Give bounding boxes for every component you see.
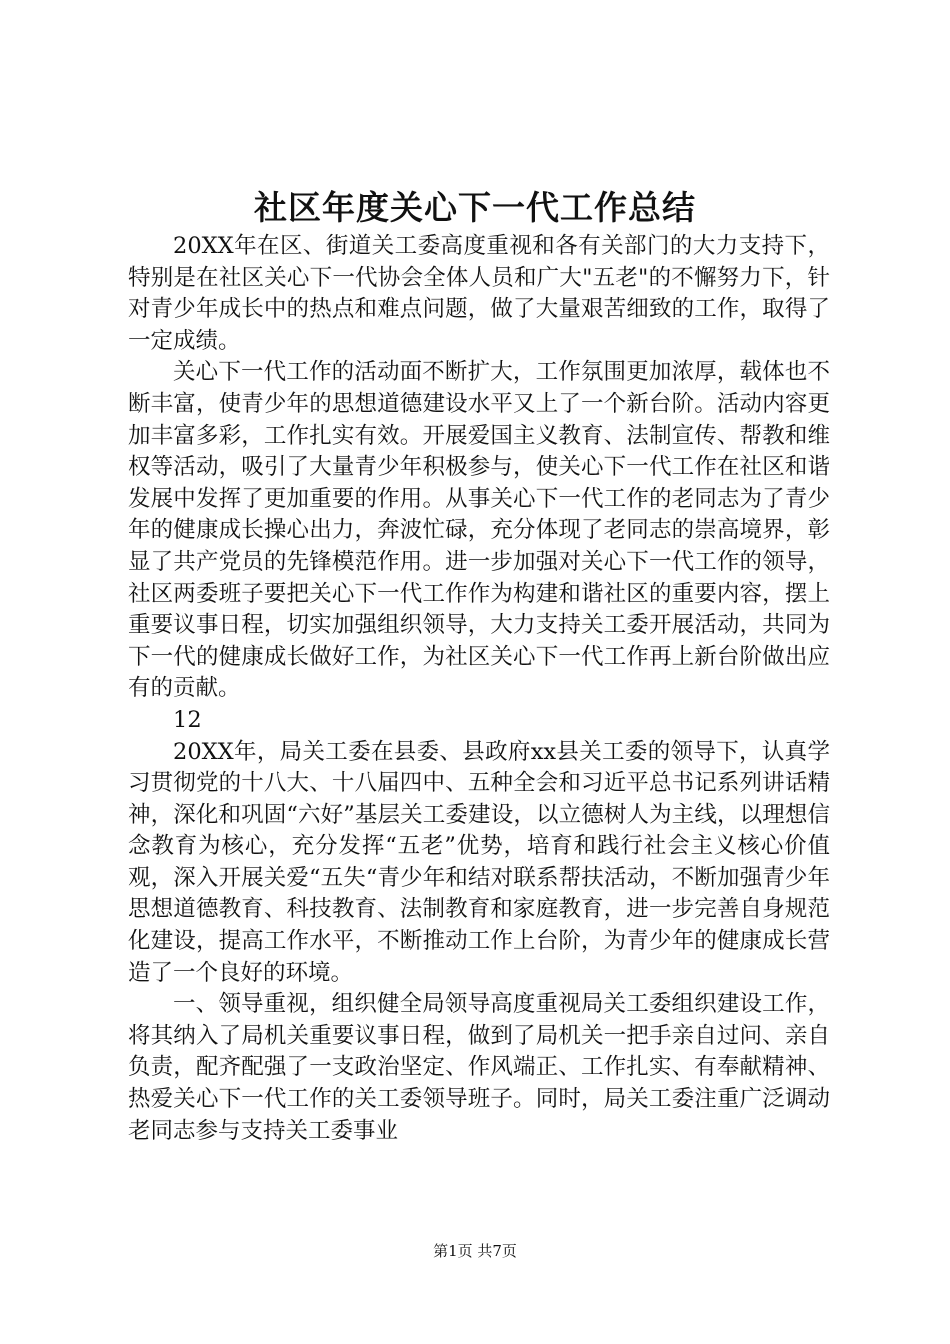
document-body	[128, 231, 830, 1147]
paragraph-1: 20XX年在区、街道关工委高度重视和各有关部门的大力支持下，特别是在社区关心下一代协会全体人员和广大"五老"的不懈努力下，针对青少年成长中的热点和难点问题，做了大量艰苦细致的工作，取得了一定成绩。	[128, 233, 830, 354]
paragraph-4: 20XX年，局关工委在县委、县政府xx县关工委的领导下，认真学习贯彻党的十八大、十八届四中、五种全会和习近平总书记系列讲话精神，深化和巩固“六好”基层关工委建设，以立德树人为主线，以理想信念教育为核心，充分发挥“五老”优势，培育和践行社会主义核心价值观，深入开展关爱“五失“青少年和结对联系帮扶活动，不断加强青少年思想道德教育、科技教育、法制教育和家庭教育，进一步完善自身规范化建设，提高工作水平，不断推动工作上台阶，为青少年的健康成长营造了一个良好的环境。	[128, 738, 830, 986]
document-title: 社区年度关心下一代工作总结	[254, 188, 696, 227]
paragraph-2: 关心下一代工作的活动面不断扩大，工作氛围更加浓厚，载体也不断丰富，使青少年的思想道德建设水平又上了一个新台阶。活动内容更加丰富多彩，工作扎实有效。开展爱国主义教育、法制宣传、帮教和维权等活动，吸引了大量青少年积极参与，使关心下一代工作在社区和谐发展中发挥了更加重要的作用。从事关心下一代工作的老同志为了青少年的健康成长操心出力，奔波忙碌，充分体现了老同志的崇高境界，彰显了共产党员的先锋模范作用。进一步加强对关心下一代工作的领导，社区两委班子要把关心下一代工作作为构建和谐社区的重要内容，摆上重要议事日程，切实加强组织领导，大力支持关工委开展活动，共同为下一代的健康成长做好工作，为社区关心下一代工作再上新台阶做出应有的贡献。	[128, 359, 830, 702]
paragraph-3: 12	[173, 706, 202, 733]
page-footer: 第1页 共7页	[433, 1242, 517, 1260]
paragraph-5: 一、领导重视，组织健全局领导高度重视局关工委组织建设工作，将其纳入了局机关重要议事日程，做到了局机关一把手亲自过问、亲自负责，配齐配强了一支政治坚定、作风端正、工作扎实、有奉献精神、热爱关心下一代工作的关工委领导班子。同时，局关工委注重广泛调动老同志参与支持关工委事业	[128, 991, 830, 1144]
